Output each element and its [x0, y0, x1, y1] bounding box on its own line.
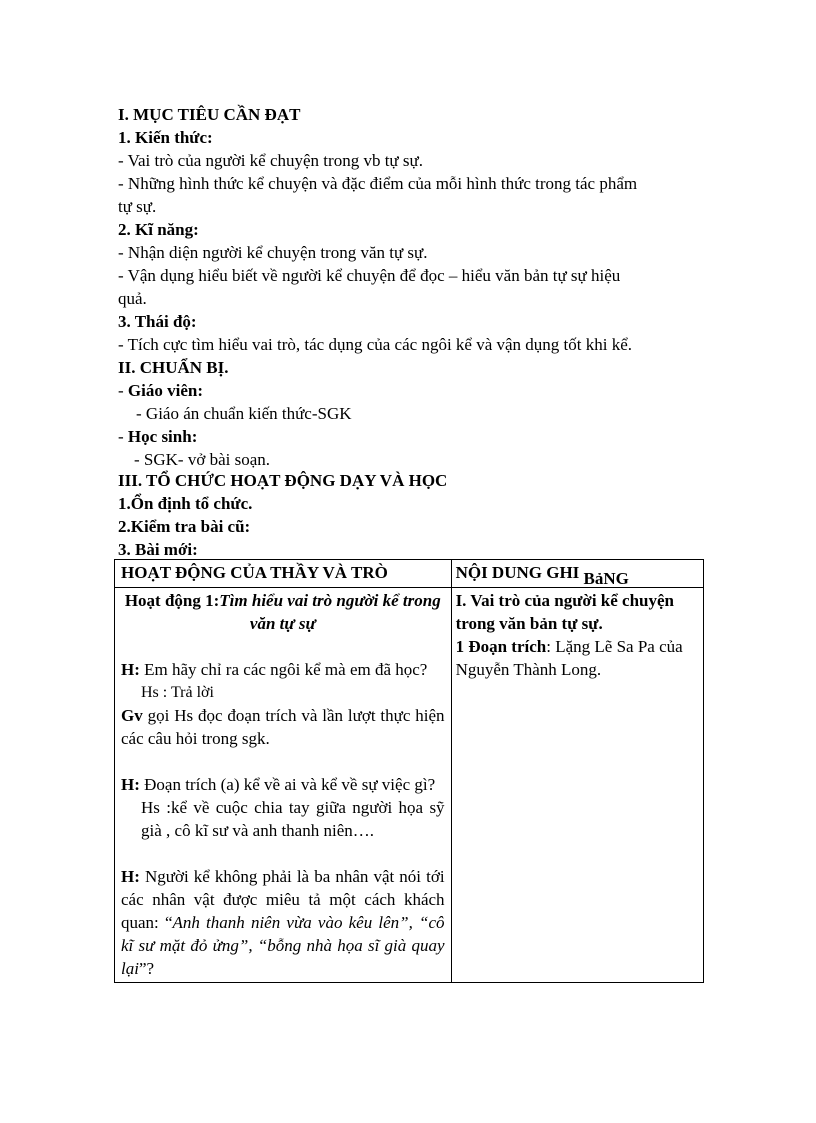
- activity-heading: [121, 589, 445, 635]
- answer-2: Hs :kể về cuộc chia tay giữa người họa sỹ già , cô kĩ sư và anh thanh niên….: [141, 798, 445, 840]
- gv-text: gọi Hs đọc đoạn trích và lần lượt thực hiện các câu hỏi trong sgk.: [121, 706, 445, 748]
- attitude-item-1: - Tích cực tìm hiểu vai trò, tác dụng của các ngôi kể và vận dụng tốt khi kể.: [118, 335, 633, 354]
- skills-title: 2. Kĩ năng:: [118, 220, 199, 239]
- header-right: [451, 560, 703, 588]
- knowledge-item-2-line-1: - Những hình thức kể chuyện và đặc điểm của mỗi hình thức trong tác phẩm: [118, 174, 638, 193]
- skills-item-2-line-2: quả.: [118, 289, 147, 308]
- skills-item-2-line-1: - Vận dụng hiểu biết về người kể chuyện để đọc – hiểu văn bản tự sự hiệu: [118, 266, 621, 285]
- board-heading: I. Vai trò của người kể chuyện trong văn bản tự sự.: [455, 591, 675, 633]
- knowledge-item-1: - Vai trò của người kể chuyện trong vb tự sự.: [118, 151, 423, 170]
- skills-item-1: - Nhận diện người kể chuyện trong văn tự sự.: [118, 243, 428, 262]
- student-item: - SGK- vở bài soạn.: [134, 450, 270, 469]
- q2-text: Đoạn trích (a) kể về ai và kể về sự việc gì?: [139, 775, 436, 794]
- q3-label: H:: [121, 867, 140, 886]
- teacher-label: Giáo viên:: [127, 381, 204, 400]
- q1-text: Em hãy chỉ ra các ngôi kể mà em đã học?: [139, 660, 428, 679]
- question-2: [121, 773, 445, 796]
- student-label: Học sinh:: [127, 427, 198, 446]
- excerpt-label: 1 Đoạn trích: [455, 637, 547, 656]
- q2-label: H:: [121, 775, 140, 794]
- header-right-text: NỘI DUNG GHI: [455, 563, 584, 582]
- q3-text: Người kể không phải là ba nhân vật nói tới các nhân vật được miêu tả một cách khách quan: “: [121, 867, 445, 932]
- header-right-tail: BảNG: [583, 569, 629, 588]
- teacher-item: - Giáo án chuẩn kiến thức-SGK: [136, 404, 352, 423]
- teacher-instruction: [121, 704, 445, 750]
- question-3: [121, 865, 445, 980]
- q3-quote: Anh thanh niên vừa vào kêu lên”, “cô kĩ sư mặt đỏ ửng”, “bỗng nhà họa sĩ già quay lại: [121, 913, 445, 978]
- header-left: [115, 560, 452, 588]
- step-2: 2.Kiểm tra bài cũ:: [118, 517, 251, 536]
- board-notes-cell: [451, 588, 703, 983]
- teacher-row: - Giáo viên:: [118, 381, 204, 400]
- teacher-student-cell: [115, 588, 452, 983]
- table-header-row: [115, 560, 704, 588]
- student-row: - Học sinh:: [118, 427, 198, 446]
- excerpt-text: : Lặng Lẽ Sa Pa của Nguyễn Thành Long.: [455, 637, 683, 679]
- gv-label: Gv: [121, 706, 143, 725]
- activity-title: Tìm hiểu vai trò người kể trong văn tự sự: [219, 591, 441, 633]
- attitude-title: 3. Thái độ:: [118, 312, 197, 331]
- q1-label: H:: [121, 660, 140, 679]
- lesson-table: [114, 559, 704, 983]
- table-row: [115, 588, 704, 983]
- excerpt-line: [456, 635, 699, 681]
- knowledge-title: 1. Kiến thức:: [118, 128, 213, 147]
- step-1: 1.Ổn định tổ chức.: [118, 494, 253, 513]
- section-1-heading: I. MỤC TIÊU CẦN ĐẠT: [118, 105, 301, 124]
- answer-1: [121, 681, 445, 704]
- q3-end: ”?: [138, 959, 155, 978]
- header-left-text: HOẠT ĐỘNG CỦA THẦY VÀ TRÒ: [121, 563, 388, 582]
- activity-label: Hoạt động 1:: [124, 591, 220, 610]
- question-1: [121, 658, 445, 681]
- step-3: 3. Bài mới:: [118, 540, 198, 559]
- knowledge-item-2-line-2: tự sự.: [118, 197, 157, 216]
- a1-text: Trả lời: [167, 684, 214, 701]
- a1-label: Hs :: [141, 684, 168, 701]
- section-3-heading: III. TỔ CHỨC HOẠT ĐỘNG DẠY VÀ HỌC: [118, 471, 448, 490]
- section-2-heading: II. CHUẨN BỊ.: [118, 358, 229, 377]
